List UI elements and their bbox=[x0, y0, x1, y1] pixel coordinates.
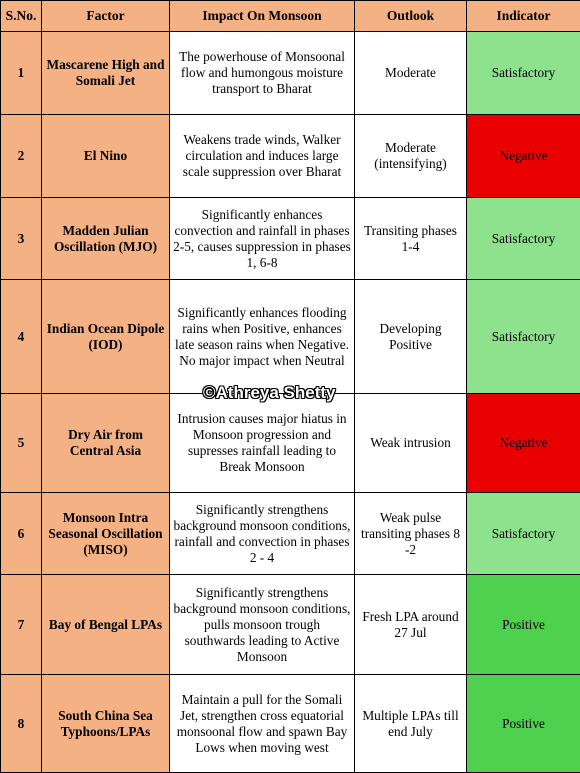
row-sno: 1 bbox=[1, 32, 42, 115]
row-indicator: Positive bbox=[467, 575, 580, 675]
header-impact: Impact On Monsoon bbox=[170, 1, 355, 32]
row-indicator: Satisfactory bbox=[467, 493, 580, 575]
row-sno: 4 bbox=[1, 280, 42, 394]
row-outlook: Transiting phases 1-4 bbox=[355, 198, 467, 280]
table-row bbox=[1, 675, 580, 773]
row-outlook: Moderate (intensifying) bbox=[355, 115, 467, 198]
row-sno: 5 bbox=[1, 394, 42, 493]
table-row bbox=[1, 115, 580, 198]
row-sno: 2 bbox=[1, 115, 42, 198]
watermark-text: ©Athreya Shetty bbox=[203, 383, 336, 403]
header-indicator: Indicator bbox=[467, 1, 580, 32]
header-row bbox=[1, 1, 580, 32]
row-factor: El Nino bbox=[42, 115, 170, 198]
row-indicator: Satisfactory bbox=[467, 32, 580, 115]
row-impact: Significantly enhances convection and rainfall in phases 2-5, causes suppression in phases 1, 6-8 bbox=[170, 198, 355, 280]
row-outlook: Multiple LPAs till end July bbox=[355, 675, 467, 773]
row-sno: 6 bbox=[1, 493, 42, 575]
row-indicator: Positive bbox=[467, 675, 580, 773]
row-impact: Significantly strengthens background monsoon conditions, rainfall and convection in phases 2 - 4 bbox=[170, 493, 355, 575]
row-impact: Significantly strengthens background monsoon conditions, pulls monsoon trough southwards leading to Active Monsoon bbox=[170, 575, 355, 675]
table-row bbox=[1, 32, 580, 115]
row-outlook: Developing Positive bbox=[355, 280, 467, 394]
row-outlook: Weak pulse transiting phases 8 -2 bbox=[355, 493, 467, 575]
header-factor: Factor bbox=[42, 1, 170, 32]
row-indicator: Negative bbox=[467, 394, 580, 493]
row-outlook: Moderate bbox=[355, 32, 467, 115]
table-row bbox=[1, 198, 580, 280]
row-sno: 3 bbox=[1, 198, 42, 280]
header-sno: S.No. bbox=[1, 1, 42, 32]
row-impact: The powerhouse of Monsoonal flow and humongous moisture transport to Bharat bbox=[170, 32, 355, 115]
row-factor: Madden Julian Oscillation (MJO) bbox=[42, 198, 170, 280]
row-factor: South China Sea Typhoons/LPAs bbox=[42, 675, 170, 773]
row-outlook: Fresh LPA around 27 Jul bbox=[355, 575, 467, 675]
row-factor: Mascarene High and Somali Jet bbox=[42, 32, 170, 115]
table-row bbox=[1, 394, 580, 493]
table-row bbox=[1, 280, 580, 394]
row-indicator: Satisfactory bbox=[467, 280, 580, 394]
row-factor: Bay of Bengal LPAs bbox=[42, 575, 170, 675]
row-impact: Significantly enhances flooding rains when Positive, enhances late season rains when Negative. No major impact when Neutral bbox=[170, 280, 355, 394]
row-impact: Weakens trade winds, Walker circulation and induces large scale suppression over Bharat bbox=[170, 115, 355, 198]
row-sno: 8 bbox=[1, 675, 42, 773]
row-sno: 7 bbox=[1, 575, 42, 675]
row-factor: Monsoon Intra Seasonal Oscillation (MISO) bbox=[42, 493, 170, 575]
table-row bbox=[1, 493, 580, 575]
header-outlook: Outlook bbox=[355, 1, 467, 32]
row-indicator: Satisfactory bbox=[467, 198, 580, 280]
row-impact: Intrusion causes major hiatus in Monsoon progression and supresses rainfall leading to Break Monsoon bbox=[170, 394, 355, 493]
row-indicator: Negative bbox=[467, 115, 580, 198]
table-row bbox=[1, 575, 580, 675]
row-outlook: Weak intrusion bbox=[355, 394, 467, 493]
row-factor: Indian Ocean Dipole (IOD) bbox=[42, 280, 170, 394]
row-impact: Maintain a pull for the Somali Jet, strengthen cross equatorial monsoonal flow and spawn Bay Lows when moving west bbox=[170, 675, 355, 773]
row-factor: Dry Air from Central Asia bbox=[42, 394, 170, 493]
